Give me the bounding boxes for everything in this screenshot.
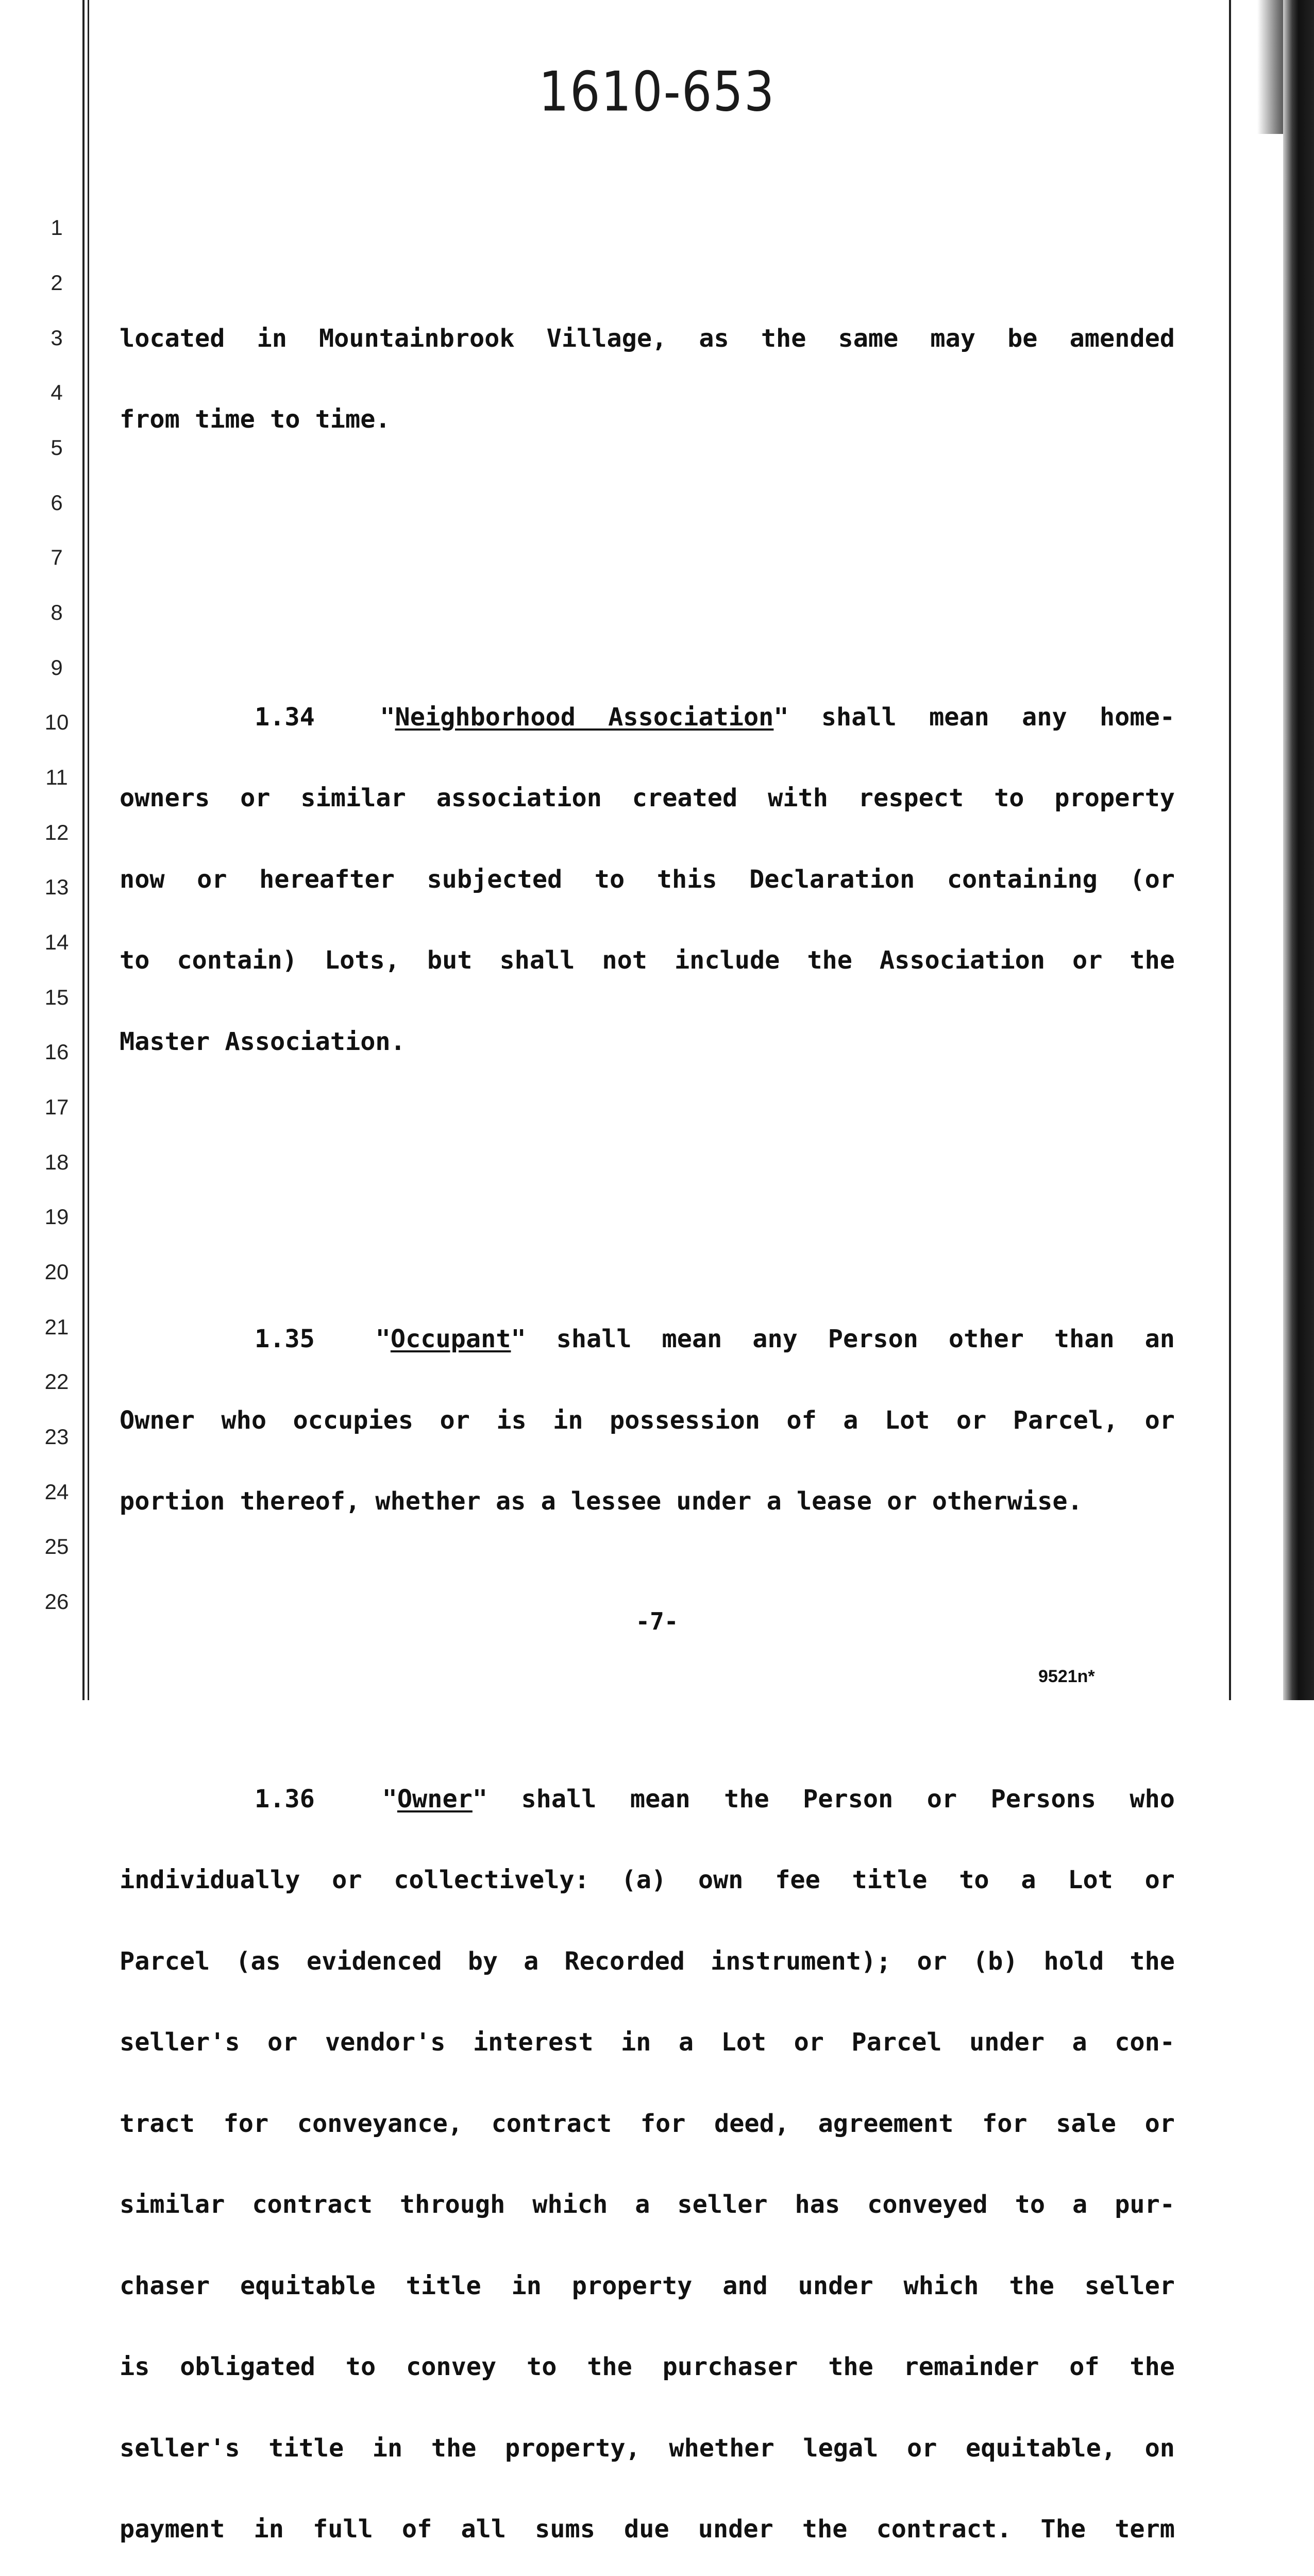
text-line: seller's title in the property, whether legal or equitable, on [120,2435,1175,2462]
document-body [120,190,1175,2576]
line-number: 22 [31,1369,82,1394]
right-margin-rule [1229,0,1231,1700]
left-margin-rule-inner [88,0,89,1700]
text-line: is obligated to convey to the purchaser the remainder of the [120,2353,1175,2381]
text-line: 1.36 "Owner" shall mean the Person or Persons who [120,1786,1175,1813]
line-number: 17 [31,1095,82,1120]
line-number: 10 [31,710,82,735]
line-number: 19 [31,1205,82,1229]
line-number: 18 [31,1150,82,1175]
text-line: Master Association. [120,1028,1175,1056]
line-number: 8 [31,600,82,625]
line-number: 3 [31,326,82,350]
text-line: Parcel (as evidenced by a Recorded instrument); or (b) hold the [120,1948,1175,1975]
line-number: 2 [31,270,82,295]
section-number: 1.36 [255,1785,315,1814]
recording-number: 1610-653 [0,60,1314,124]
line-number: 16 [31,1040,82,1064]
line-number: 21 [31,1315,82,1340]
text-line: payment in full of all sums due under the contract. The term [120,2516,1175,2543]
defined-term: Neighborhood Association [395,703,774,732]
text-line: now or hereafter subjected to this Declaration containing (or [120,866,1175,893]
line-number: 11 [31,765,82,790]
text-line: similar contract through which a seller has conveyed to a pur- [120,2191,1175,2218]
section-1-36 [120,1732,1175,2576]
line-number: 9 [31,655,82,680]
text-line: Owner who occupies or is in possession of a Lot or Parcel, or [120,1407,1175,1434]
document-code: 9521n* [1038,1667,1095,1687]
page-number: -7- [0,1607,1314,1635]
line-number: 1 [31,215,82,240]
scan-edge [1283,0,1314,1700]
line-number-column [31,0,82,1700]
line-number: 6 [31,490,82,515]
intro-paragraph [120,271,1175,487]
line-number: 20 [31,1260,82,1284]
text-line: to contain) Lots, but shall not include the Association or the [120,947,1175,974]
line-number: 14 [31,930,82,955]
text-line: from time to time. [120,406,1175,433]
line-number: 26 [31,1589,82,1614]
section-1-35 [120,1272,1175,1569]
line-number: 4 [31,380,82,405]
text-line: individually or collectively: (a) own fee title to a Lot or [120,1867,1175,1894]
defined-term: Occupant [391,1325,511,1353]
line-number: 23 [31,1425,82,1449]
line-number: 12 [31,820,82,845]
text-line: 1.34 "Neighborhood Association" shall mean any home- [120,704,1175,731]
text-line: 1.35 "Occupant" shall mean any Person other than an [120,1326,1175,1353]
line-number: 25 [31,1534,82,1559]
section-number: 1.35 [255,1325,315,1353]
left-margin-rule [82,0,85,1700]
section-1-34 [120,650,1175,1110]
text-line: chaser equitable title in property and under which the seller [120,2273,1175,2300]
line-number: 24 [31,1480,82,1504]
text-line: owners or similar association created with respect to property [120,785,1175,812]
line-number: 13 [31,875,82,900]
defined-term: Owner [397,1785,473,1814]
line-number: 5 [31,435,82,460]
text-line: located in Mountainbrook Village, as the same may be amended [120,325,1175,352]
text-line: seller's or vendor's interest in a Lot or Parcel under a con- [120,2029,1175,2056]
line-number: 15 [31,985,82,1010]
text-line: portion thereof, whether as a lessee under a lease or otherwise. [120,1488,1175,1515]
line-number: 7 [31,545,82,570]
text-line: tract for conveyance, contract for deed, agreement for sale or [120,2110,1175,2138]
section-number: 1.34 [255,703,315,732]
